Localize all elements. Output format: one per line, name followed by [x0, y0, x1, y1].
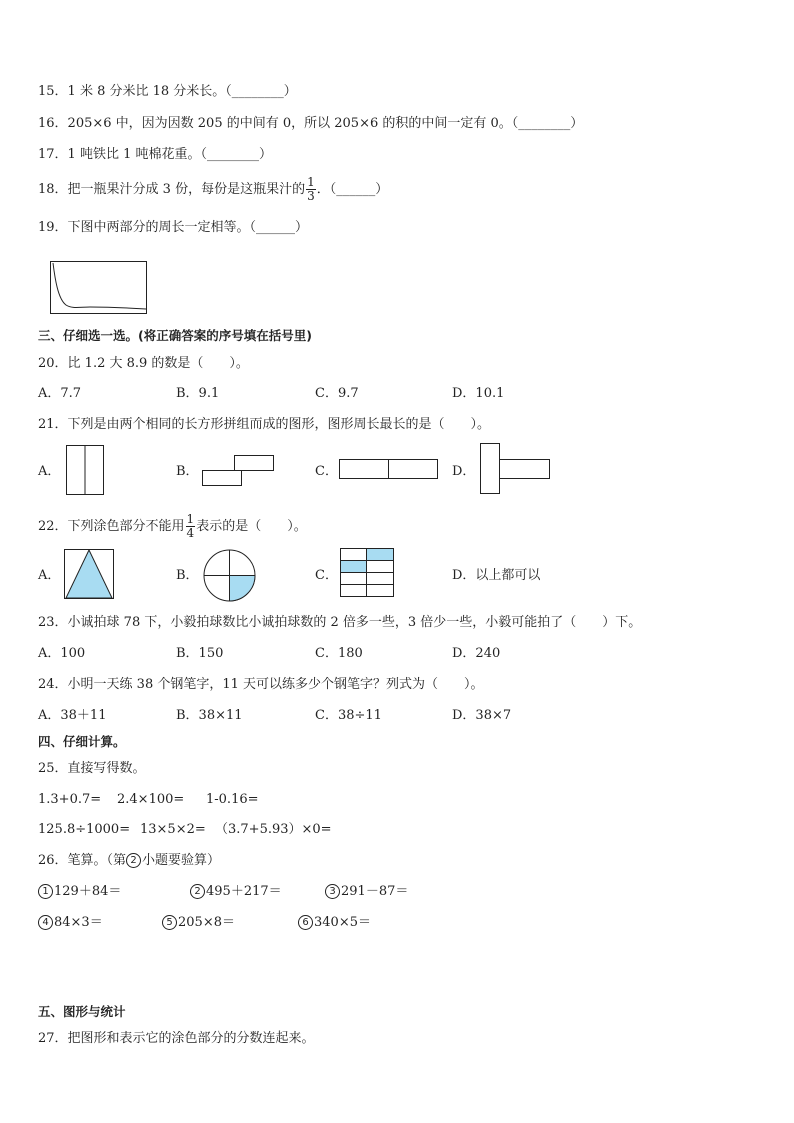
q24-option-d: D．38×7 — [452, 708, 512, 723]
q20-option-c: C．9.7 — [315, 386, 359, 401]
q22-option-c: C． — [315, 568, 338, 583]
q26-stem-end: 小题要验算） — [142, 853, 221, 868]
q25-item-4: 125.8÷1000= — [38, 822, 131, 837]
q21b-lower-rect — [203, 471, 242, 486]
question-27: 27．把图形和表示它的涂色部分的分数连起来。 — [38, 1031, 315, 1046]
q26-mark-6: 6 — [298, 915, 313, 930]
q23-option-d: D．240 — [452, 646, 501, 661]
q19-rectangle — [51, 262, 147, 314]
q21b-upper-rect — [235, 456, 274, 471]
q24-option-a: A．38＋11 — [38, 708, 107, 723]
q24-option-b: B．38×11 — [176, 708, 243, 723]
question-18 — [38, 176, 388, 203]
question-15: 15．1 米 8 分米比 18 分米长。（________） — [38, 84, 297, 99]
q25-item-2: 2.4×100= — [117, 792, 185, 807]
question-23: 23．小诚拍球 78 下，小毅拍球数比小诚拍球数的 2 倍多一些，3 倍少一些，小毅可能拍了（ ）下。 — [38, 615, 642, 630]
question-22 — [38, 513, 307, 540]
q24-option-c: C．38÷11 — [315, 708, 382, 723]
q20-option-a: A．7.7 — [38, 386, 82, 401]
q25-item-6: （3.7+5.93）×0= — [215, 822, 332, 837]
q22c-cell-5 — [341, 573, 367, 585]
q22-option-b: B． — [176, 568, 199, 583]
q25-item-1: 1.3+0.7= — [38, 792, 102, 807]
q26-item-3 — [325, 883, 408, 901]
q26-item-5 — [162, 914, 235, 932]
q26-stem-mark: 2 — [126, 853, 141, 868]
q26-item-2 — [190, 883, 282, 901]
q22c-cell-7 — [341, 585, 367, 597]
q18-denominator: 3 — [307, 189, 315, 203]
question-21: 21．下列是由两个相同的长方形拼组而成的图形，图形周长最长的是（ ）。 — [38, 417, 491, 432]
q21-figure-b — [202, 455, 276, 489]
q26-mark-5: 5 — [162, 915, 177, 930]
q21-figure-c — [339, 459, 441, 481]
q18-numerator: 1 — [307, 175, 315, 189]
q22-denominator: 4 — [186, 526, 195, 540]
question-19: 19．下图中两部分的周长一定相等。（______） — [38, 220, 309, 235]
q18-fraction — [306, 176, 316, 203]
q21-figure-d — [480, 443, 552, 497]
q22-figure-a — [64, 549, 116, 601]
section-3-title: 三、仔细选一选。(将正确答案的序号填在括号里) — [38, 328, 312, 343]
section-5-title: 五、图形与统计 — [38, 1004, 126, 1019]
question-17: 17．1 吨铁比 1 吨棉花重。（________） — [38, 147, 272, 162]
q26-expr-2: 495＋217＝ — [206, 884, 282, 899]
question-24: 24．小明一天练 38 个钢笔字，11 天可以练多少个钢笔字？列式为（ ）。 — [38, 677, 484, 692]
q22-stem: 22．下列涂色部分不能用 — [38, 519, 185, 534]
q21-option-d: D． — [452, 464, 476, 479]
q21d-horizontal-rect — [500, 460, 550, 479]
q26-item-1 — [38, 883, 121, 901]
q26-mark-4: 4 — [38, 915, 53, 930]
q22-figure-c — [340, 548, 396, 600]
q26-expr-4: 84×3＝ — [54, 915, 103, 930]
question-26 — [38, 852, 220, 870]
q22c-cell-1 — [341, 549, 367, 561]
q22-stem-end: 表示的是（ ）。 — [196, 519, 307, 534]
q26-mark-1: 1 — [38, 884, 53, 899]
q21-figure-a — [66, 445, 106, 497]
q26-item-6 — [298, 914, 371, 932]
q22-option-d: D．以上都可以 — [452, 568, 541, 583]
q22-option-a: A． — [38, 568, 61, 583]
q22-figure-b — [203, 549, 257, 603]
q20-option-b: B．9.1 — [176, 386, 220, 401]
q22c-cell-8 — [367, 585, 394, 597]
q26-expr-5: 205×8＝ — [178, 915, 235, 930]
question-20: 20．比 1.2 大 8.9 的数是（ ）。 — [38, 356, 249, 371]
q23-option-c: C．180 — [315, 646, 363, 661]
q25-item-5: 13×5×2= — [140, 822, 206, 837]
q23-option-a: A．100 — [38, 646, 86, 661]
q25-item-3: 1-0.16= — [206, 792, 259, 807]
q21-option-a: A． — [38, 464, 61, 479]
q18-stem: 18．把一瓶果汁分成 3 份，每份是这瓶果汁的 — [38, 182, 306, 197]
q21-option-b: B． — [176, 464, 199, 479]
q20-option-d: D．10.1 — [452, 386, 505, 401]
q22c-cell-4 — [367, 561, 394, 573]
q26-mark-3: 3 — [325, 884, 340, 899]
q26-expr-3: 291－87＝ — [341, 884, 409, 899]
q23-option-b: B．150 — [176, 646, 224, 661]
q22-numerator: 1 — [186, 512, 195, 526]
q26-mark-2: 2 — [190, 884, 205, 899]
q18-blank: ．（______） — [316, 182, 389, 197]
q19-figure — [50, 261, 148, 315]
q19-curve — [53, 263, 146, 309]
q26-item-4 — [38, 914, 103, 932]
q22c-cell-6 — [367, 573, 394, 585]
q26-stem: 26．笔算。（第 — [38, 853, 127, 868]
q26-expr-6: 340×5＝ — [314, 915, 371, 930]
q22-fraction — [186, 513, 196, 540]
question-25: 25．直接写得数。 — [38, 761, 146, 776]
section-4-title: 四、仔细计算。 — [38, 734, 126, 749]
q21-option-c: C． — [315, 464, 338, 479]
q26-expr-1: 129＋84＝ — [54, 884, 122, 899]
q22c-shaded-cell-2 — [367, 549, 394, 561]
question-16: 16．205×6 中，因为因数 205 的中间有 0，所以 205×6 的积的中间一定有 0。（________） — [38, 116, 584, 131]
q21d-vertical-rect — [481, 444, 500, 494]
q22b-shaded-quarter — [230, 576, 256, 602]
q22c-shaded-cell-3 — [341, 561, 367, 573]
